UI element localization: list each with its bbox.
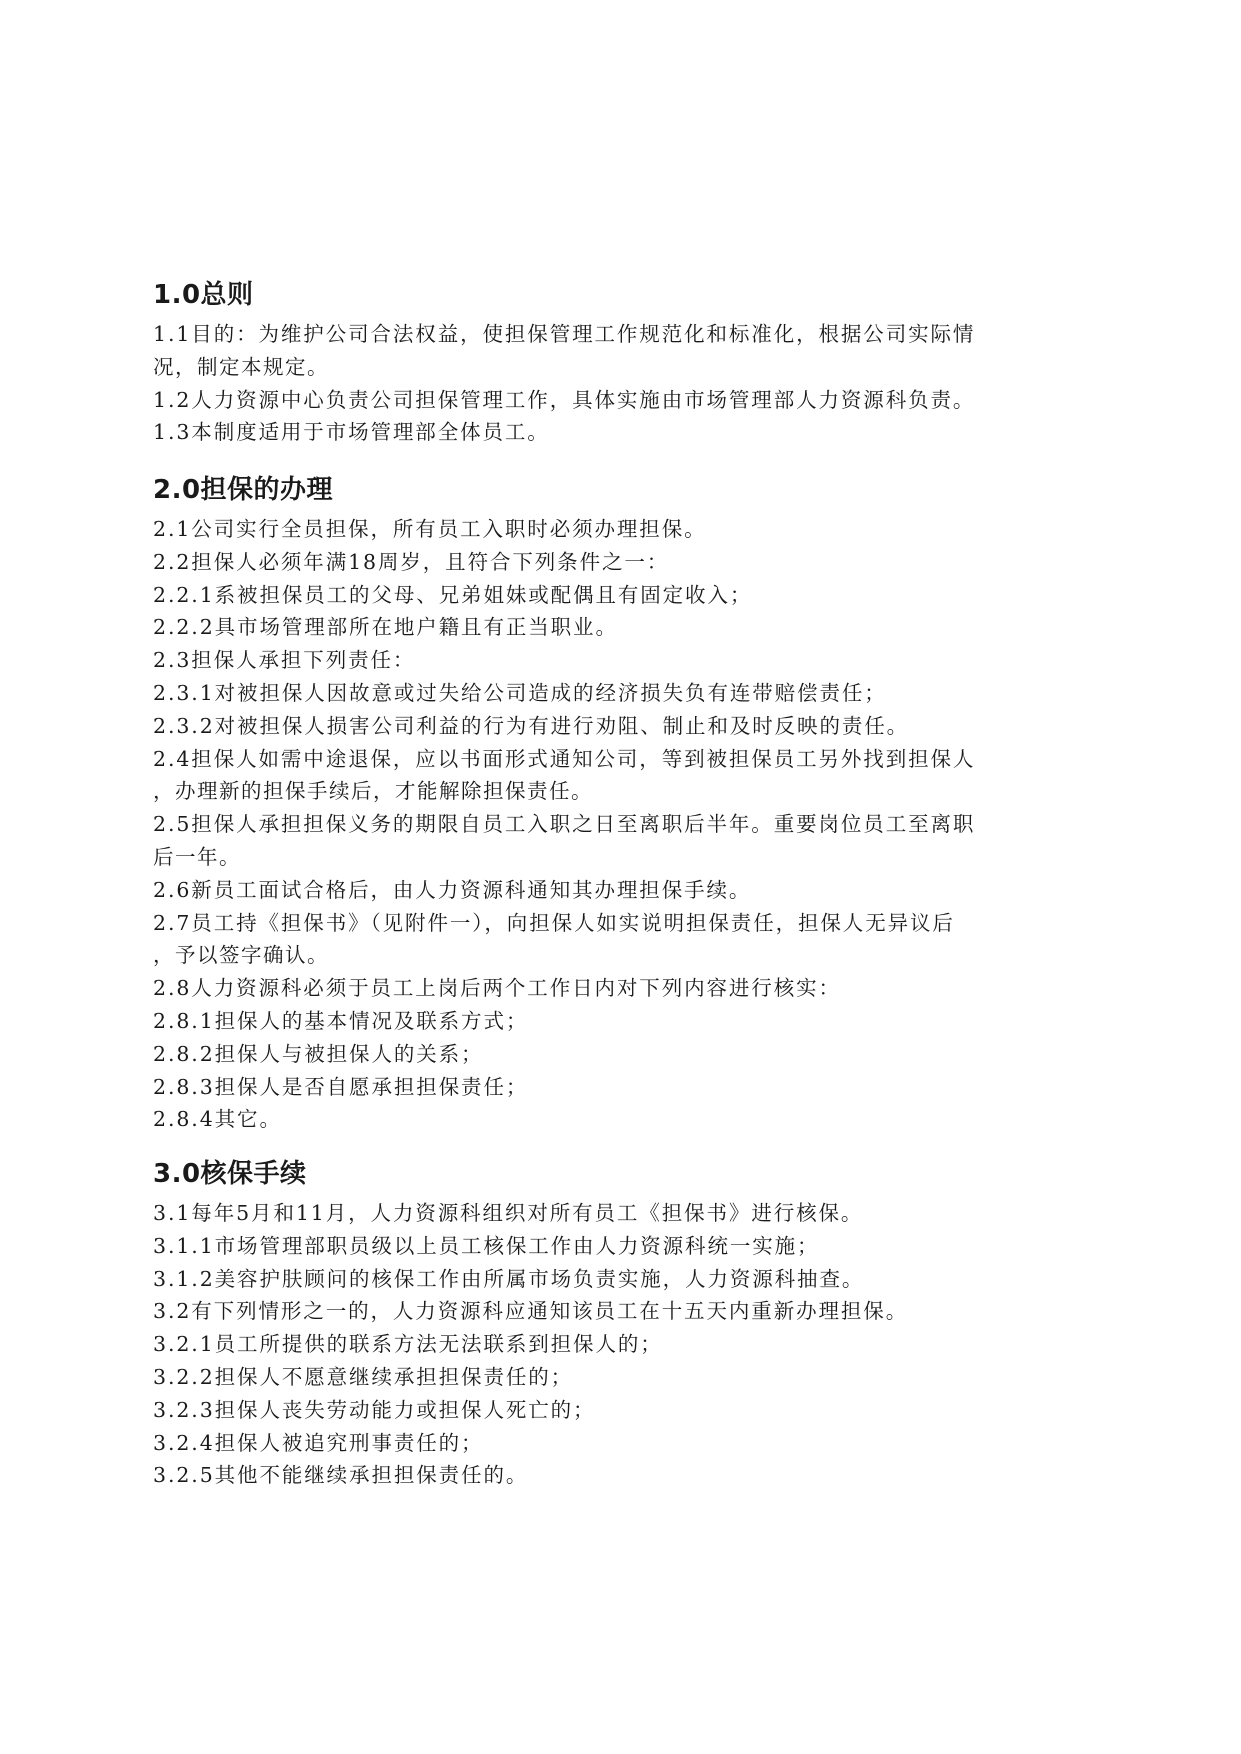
- section-heading: 1.0总则: [153, 280, 254, 310]
- clause-2-3: 2.3担保人承担下列责任：: [153, 648, 416, 673]
- clause-2-4-continued: ，办理新的担保手续后，才能解除担保责任。: [153, 779, 593, 804]
- clause-2-8-4: 2.8.4其它。: [153, 1107, 282, 1132]
- clause-2-8-2: 2.8.2担保人与被担保人的关系；: [153, 1041, 484, 1066]
- section-heading: 2.0担保的办理: [153, 475, 334, 505]
- clause-2-5: 2.5担保人承担担保义务的期限自员工入职之日至离职后半年。重要岗位员工至离职: [153, 812, 976, 837]
- clause-2-2: 2.2担保人必须年满18周岁，且符合下列条件之一：: [153, 549, 670, 574]
- clause-3-2: 3.2有下列情形之一的，人力资源科应通知该员工在十五天内重新办理担保。: [153, 1299, 909, 1324]
- clause-3-1-1: 3.1.1市场管理部职员级以上员工核保工作由人力资源科统一实施；: [153, 1233, 820, 1258]
- clause-1-3: 1.3本制度适用于市场管理部全体员工。: [153, 420, 550, 445]
- clause-2-2-1: 2.2.1系被担保员工的父母、兄弟姐妹或配偶且有固定收入；: [153, 582, 753, 607]
- clause-2-8: 2.8人力资源科必须于员工上岗后两个工作日内对下列内容进行核实：: [153, 976, 841, 1001]
- clause-3-2-2: 3.2.2担保人不愿意继续承担担保责任的；: [153, 1364, 574, 1389]
- clause-2-8-3: 2.8.3担保人是否自愿承担担保责任；: [153, 1074, 529, 1099]
- section-general: [153, 272, 1083, 449]
- clause-1-2: 1.2人力资源中心负责公司担保管理工作，具体实施由市场管理部人力资源科负责。: [153, 387, 976, 412]
- section-guarantee-review: [153, 1151, 1083, 1492]
- clause-3-1: 3.1每年5月和11月，人力资源科组织对所有员工《担保书》进行核保。: [153, 1201, 864, 1225]
- clause-2-5-continued: 后一年。: [153, 844, 241, 869]
- clause-1-1: 1.1目的：为维护公司合法权益，使担保管理工作规范化和标准化，根据公司实际情: [153, 322, 976, 346]
- section-heading: 3.0核保手续: [153, 1159, 307, 1189]
- clause-3-2-5: 3.2.5其他不能继续承担担保责任的。: [153, 1463, 529, 1488]
- clause-2-8-1: 2.8.1担保人的基本情况及联系方式；: [153, 1008, 529, 1033]
- clause-3-2-3: 3.2.3担保人丧失劳动能力或担保人死亡的；: [153, 1397, 596, 1422]
- clause-1-1-continued: 况，制定本规定。: [153, 354, 329, 379]
- clause-2-7: 2.7员工持《担保书》（见附件一），向担保人如实说明担保责任，担保人无异议后: [153, 910, 955, 935]
- document-page: [153, 0, 1083, 1754]
- clause-3-1-2: 3.1.2美容护肤顾问的核保工作由所属市场负责实施，人力资源科抽查。: [153, 1266, 865, 1291]
- clause-2-4: 2.4担保人如需中途退保，应以书面形式通知公司，等到被担保员工另外找到担保人: [153, 746, 976, 771]
- clause-3-2-1: 3.2.1员工所提供的联系方法无法联系到担保人的；: [153, 1332, 663, 1357]
- clause-2-1: 2.1公司实行全员担保，所有员工入职时必须办理担保。: [153, 517, 707, 541]
- clause-2-6: 2.6新员工面试合格后，由人力资源科通知其办理担保手续。: [153, 877, 752, 902]
- clause-2-3-2: 2.3.2对被担保人损害公司利益的行为有进行劝阻、制止和及时反映的责任。: [153, 713, 910, 738]
- clause-2-7-continued: ，予以签字确认。: [153, 943, 329, 968]
- clause-2-2-2: 2.2.2具市场管理部所在地户籍且有正当职业。: [153, 615, 618, 640]
- clause-2-3-1: 2.3.1对被担保人因故意或过失给公司造成的经济损失负有连带赔偿责任；: [153, 680, 887, 705]
- clause-3-2-4: 3.2.4担保人被追究刑事责任的；: [153, 1430, 484, 1455]
- section-guarantee-procedure: [153, 467, 1083, 1136]
